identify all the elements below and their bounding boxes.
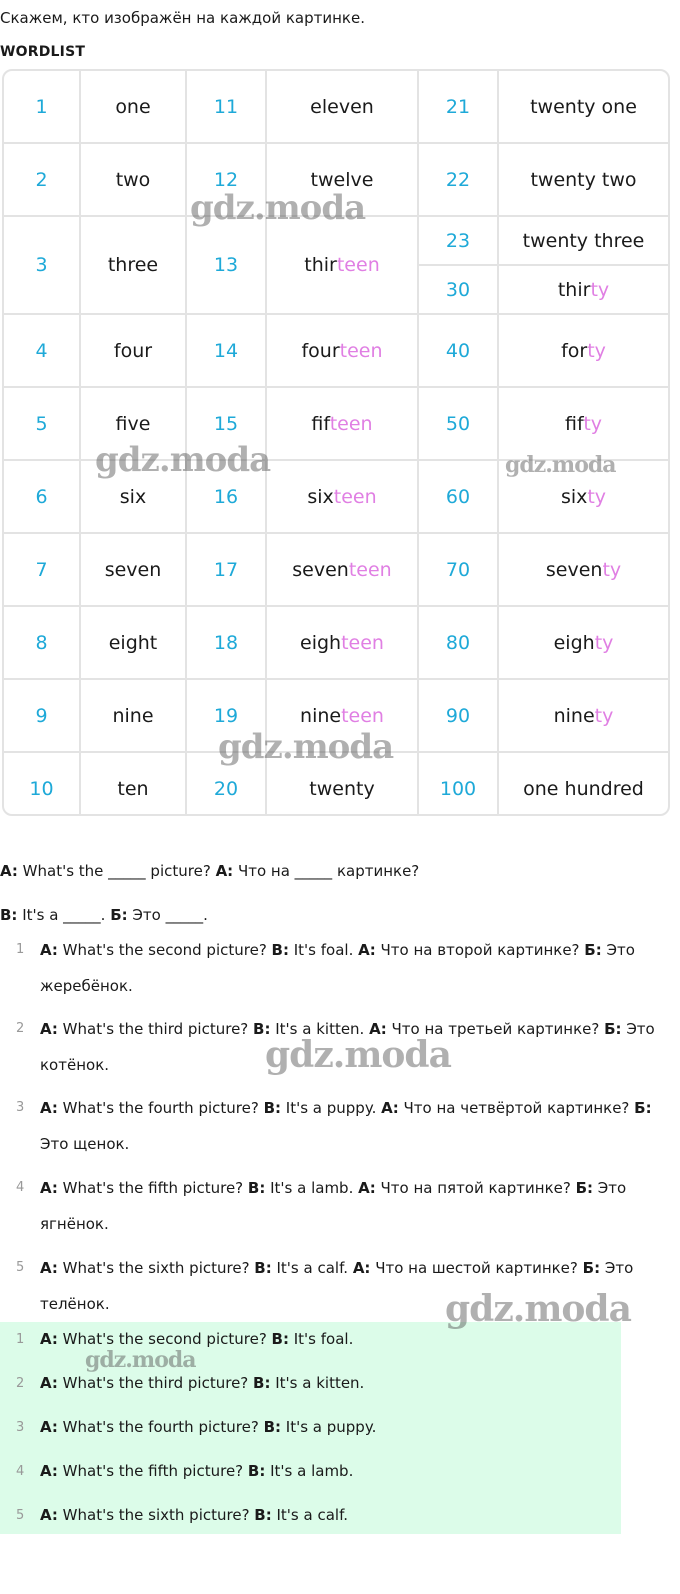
item-number: 4 (16, 1180, 25, 1195)
question-text: What's the fourth picture? (57, 1418, 264, 1436)
number-cell: 2 (4, 143, 80, 216)
word-cell (498, 679, 668, 752)
word-suffix: ty (594, 704, 614, 727)
speaker-label: A: (40, 1099, 58, 1117)
number-cell: 11 (186, 71, 266, 143)
word-suffix: teen (333, 485, 377, 508)
word-cell: seven (80, 533, 186, 606)
number-cell: 14 (186, 314, 266, 387)
item-number: 1 (16, 1332, 25, 1347)
item-number: 1 (16, 942, 25, 957)
number-cell: 1 (4, 71, 80, 143)
number-cell: 3 (4, 216, 80, 314)
answer-text: It's a kitten. (270, 1020, 370, 1038)
item-text (40, 1330, 353, 1348)
item-text (40, 1374, 364, 1392)
item-number: 4 (16, 1464, 25, 1479)
question-text: What's the fifth picture? (57, 1179, 248, 1197)
word-stem: for (561, 339, 588, 362)
answer-text-ru: Это котёнок. (40, 1020, 655, 1074)
word-stem: seven (292, 558, 349, 581)
speaker-label: A: (40, 1418, 58, 1436)
number-cell: 13 (186, 216, 266, 314)
item-text (40, 1462, 353, 1480)
number-cell: 21 (418, 71, 498, 143)
answer-text: It's a puppy. (281, 1418, 377, 1436)
question-text-ru: Что на пятой картинке? (375, 1179, 576, 1197)
word-suffix: teen (348, 558, 392, 581)
word-stem: seven (545, 558, 603, 581)
speaker-label: Б: (634, 1099, 652, 1117)
watermark: gdz.moda (505, 452, 616, 478)
number-cell: 100 (418, 752, 498, 816)
speaker-label: A: (40, 941, 58, 959)
item-text (40, 1506, 348, 1524)
word-suffix: teen (341, 704, 384, 727)
word-stem: fif (564, 412, 584, 435)
word-cell: twenty two (498, 143, 668, 216)
word-cell: eleven (266, 71, 418, 143)
word-cell (498, 314, 668, 387)
table-row (4, 533, 668, 606)
speaker-label: Б: (604, 1020, 622, 1038)
question-text: What's the third picture? (57, 1020, 254, 1038)
word-cell: one hundred (498, 752, 668, 816)
word-cell: twenty three (498, 216, 668, 265)
word-suffix: ty (587, 339, 606, 362)
speaker-label: A: (40, 1259, 58, 1277)
watermark: gdz.moda (95, 440, 271, 480)
speaker-label: А: (381, 1099, 399, 1117)
watermark: gdz.moda (445, 1288, 631, 1330)
number-cell: 10 (4, 752, 80, 816)
speaker-label: B: (0, 906, 18, 924)
number-cell: 6 (4, 460, 80, 533)
question-text-ru: Что на второй картинке? (375, 941, 585, 959)
word-cell: two (80, 143, 186, 216)
word-stem: six (560, 485, 588, 508)
item-text (40, 1418, 376, 1436)
question-text-ru: Что на шестой картинке? (370, 1259, 583, 1277)
word-cell (498, 387, 668, 460)
speaker-label: A: (40, 1462, 58, 1480)
question-text: What's the sixth picture? (57, 1506, 255, 1524)
word-cell (266, 533, 418, 606)
example-text: Это _____. (127, 906, 208, 924)
word-cell: one (80, 71, 186, 143)
number-cell: 80 (418, 606, 498, 679)
number-cell: 40 (418, 314, 498, 387)
word-cell: five (80, 387, 186, 460)
speaker-label: A: (40, 1506, 58, 1524)
word-cell: twenty (266, 752, 418, 816)
speaker-label: B: (263, 1099, 282, 1117)
item-number: 2 (16, 1376, 25, 1391)
speaker-label: А: (358, 941, 376, 959)
word-cell: six (80, 460, 186, 533)
word-suffix: ty (594, 631, 614, 654)
speaker-label: B: (271, 1330, 289, 1348)
word-cell (266, 460, 418, 533)
word-stem: thir (304, 254, 337, 276)
number-cell: 20 (186, 752, 266, 816)
number-cell: 9 (4, 679, 80, 752)
speaker-label: А: (352, 1259, 371, 1277)
word-cell: three (80, 216, 186, 314)
item-text (40, 1170, 665, 1242)
word-suffix: teen (329, 412, 373, 435)
item-number: 5 (16, 1260, 25, 1275)
answer-text: It's a lamb. (265, 1462, 354, 1480)
word-cell: eight (80, 606, 186, 679)
number-cell: 8 (4, 606, 80, 679)
watermark: gdz.moda (85, 1347, 196, 1373)
word-stem: nine (300, 704, 342, 727)
speaker-label: A: (40, 1179, 58, 1197)
question-text-ru: Что на четвёртой картинке? (398, 1099, 635, 1117)
word-cell (498, 533, 668, 606)
speaker-label: B: (254, 1506, 272, 1524)
question-text: What's the second picture? (57, 941, 272, 959)
number-cell: 22 (418, 143, 498, 216)
question-text-ru: Что на третьей картинке? (386, 1020, 605, 1038)
example-question (0, 862, 419, 880)
table-row (4, 314, 668, 387)
speaker-label: Б: (582, 1259, 601, 1277)
speaker-label: А: (358, 1179, 376, 1197)
speaker-label: Б: (584, 941, 602, 959)
word-suffix: ty (590, 278, 610, 301)
wordlist-title: WORDLIST (0, 44, 86, 60)
answer-text-ru: Это телёнок. (40, 1259, 634, 1313)
word-cell (266, 314, 418, 387)
speaker-label: B: (247, 1462, 266, 1480)
speaker-label: B: (271, 941, 289, 959)
item-number: 3 (16, 1420, 25, 1435)
answer-text-ru: Это ягнёнок. (40, 1179, 627, 1233)
number-cell: 5 (4, 387, 80, 460)
word-cell: nine (80, 679, 186, 752)
watermark: gdz.moda (218, 727, 394, 767)
answer-text: It's a puppy. (281, 1099, 382, 1117)
number-cell: 23 (418, 216, 498, 265)
word-stem: four (301, 339, 340, 362)
question-text: What's the fourth picture? (57, 1099, 264, 1117)
word-cell (266, 216, 418, 314)
example-text: What's the _____ picture? (17, 862, 216, 880)
word-cell (266, 606, 418, 679)
number-cell: 30 (418, 265, 498, 314)
number-cell: 18 (186, 606, 266, 679)
word-cell: ten (80, 752, 186, 816)
number-cell: 60 (418, 460, 498, 533)
table-row (4, 606, 668, 679)
word-cell (498, 606, 668, 679)
speaker-label: А: (215, 862, 234, 880)
word-suffix: ty (587, 485, 607, 508)
speaker-label: B: (263, 1418, 282, 1436)
speaker-label: A: (40, 1330, 58, 1348)
number-cell: 4 (4, 314, 80, 387)
word-cell: twenty one (498, 71, 668, 143)
example-text: Что на _____ картинке? (233, 862, 420, 880)
number-cell: 50 (418, 387, 498, 460)
number-cell: 19 (186, 679, 266, 752)
answer-text-ru: Это щенок. (40, 1135, 130, 1153)
speaker-label: Б: (575, 1179, 594, 1197)
watermark: gdz.moda (265, 1034, 451, 1076)
word-stem: eigh (300, 631, 342, 654)
item-number: 3 (16, 1100, 25, 1115)
example-text: It's a _____. (17, 906, 111, 924)
number-cell: 12 (186, 143, 266, 216)
number-cell: 16 (186, 460, 266, 533)
word-stem: nine (553, 704, 595, 727)
number-cell: 70 (418, 533, 498, 606)
number-cell: 17 (186, 533, 266, 606)
item-number: 2 (16, 1021, 25, 1036)
word-stem: eigh (553, 631, 595, 654)
word-stem: fif (311, 412, 330, 435)
word-suffix: teen (336, 254, 380, 276)
example-answer (0, 906, 208, 924)
answer-text: It's foal. (288, 941, 359, 959)
word-suffix: teen (341, 631, 384, 654)
item-text (40, 932, 665, 1004)
answer-text: It's a calf. (271, 1259, 353, 1277)
speaker-label: А: (369, 1020, 387, 1038)
word-suffix: ty (602, 558, 622, 581)
speaker-label: B: (253, 1374, 271, 1392)
word-stem: thir (557, 278, 591, 301)
word-cell (266, 387, 418, 460)
answer-text-ru: Это жеребёнок. (40, 941, 635, 995)
word-stem: six (307, 485, 334, 508)
speaker-label: A: (40, 1374, 58, 1392)
speaker-label: A: (0, 862, 18, 880)
word-cell: four (80, 314, 186, 387)
word-cell (498, 265, 668, 314)
question-text: What's the second picture? (57, 1330, 272, 1348)
word-suffix: teen (339, 339, 383, 362)
question-text: What's the third picture? (57, 1374, 254, 1392)
item-text (40, 1090, 665, 1162)
item-number: 5 (16, 1508, 25, 1523)
speaker-label: A: (40, 1020, 58, 1038)
number-cell: 90 (418, 679, 498, 752)
question-text: What's the sixth picture? (57, 1259, 255, 1277)
table-row (4, 71, 668, 143)
speaker-label: Б: (110, 906, 128, 924)
speaker-label: B: (247, 1179, 266, 1197)
number-cell: 15 (186, 387, 266, 460)
number-cell: 7 (4, 533, 80, 606)
answer-text: It's foal. (288, 1330, 354, 1348)
word-suffix: ty (583, 412, 603, 435)
watermark: gdz.moda (190, 188, 366, 228)
answer-text: It's a lamb. (265, 1179, 359, 1197)
speaker-label: B: (254, 1259, 272, 1277)
question-text: What's the fifth picture? (57, 1462, 248, 1480)
answer-text: It's a kitten. (270, 1374, 365, 1392)
speaker-label: B: (253, 1020, 271, 1038)
word-cell: twelve (266, 143, 418, 216)
answer-text: It's a calf. (271, 1506, 349, 1524)
instruction: Скажем, кто изображён на каждой картинке. (0, 9, 365, 27)
